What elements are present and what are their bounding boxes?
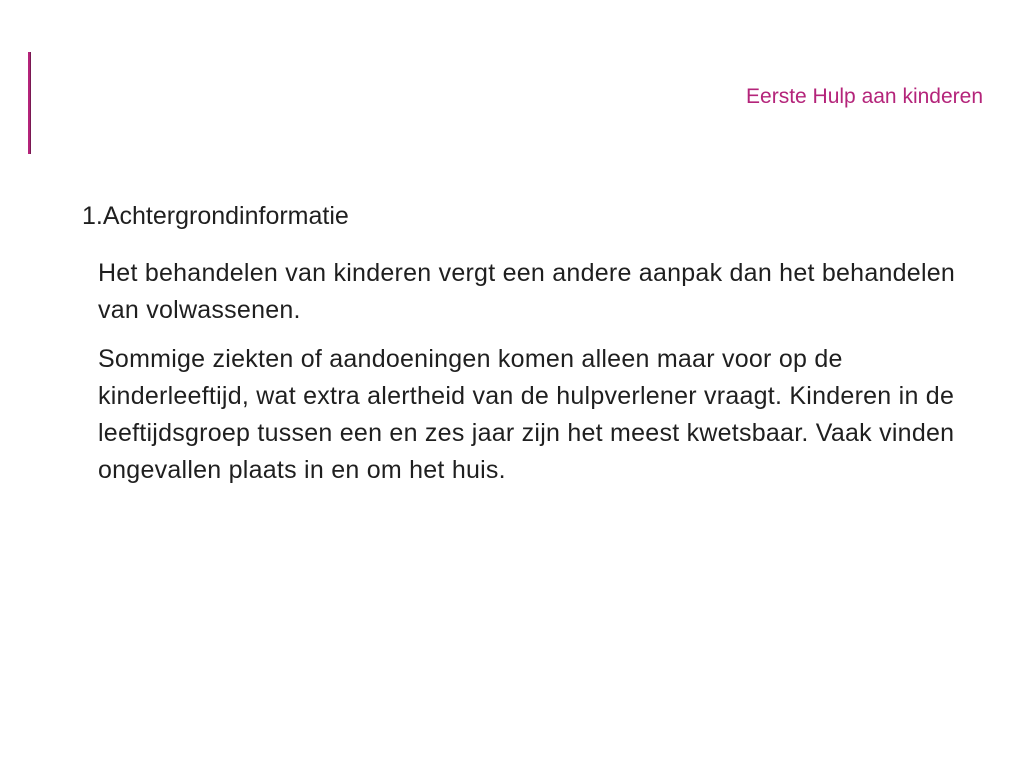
body-paragraph: Sommige ziekten of aandoeningen komen alleen maar voor op de kinderleeftijd, wat extra alertheid van de hulpverlener vraagt. Kinderen in de leeftijdsgroep tussen een en zes jaar zijn het meest kwetsbaar. Vaak vinden ongevallen plaats in en om het huis. <box>98 345 955 484</box>
section-heading: 1.Achtergrondinformatie <box>82 202 349 230</box>
header-title: Eerste Hulp aan kinderen <box>746 85 983 108</box>
body-paragraph: Het behandelen van kinderen vergt een andere aanpak dan het behandelen van volwassenen. <box>98 259 956 324</box>
accent-bar <box>28 52 31 154</box>
